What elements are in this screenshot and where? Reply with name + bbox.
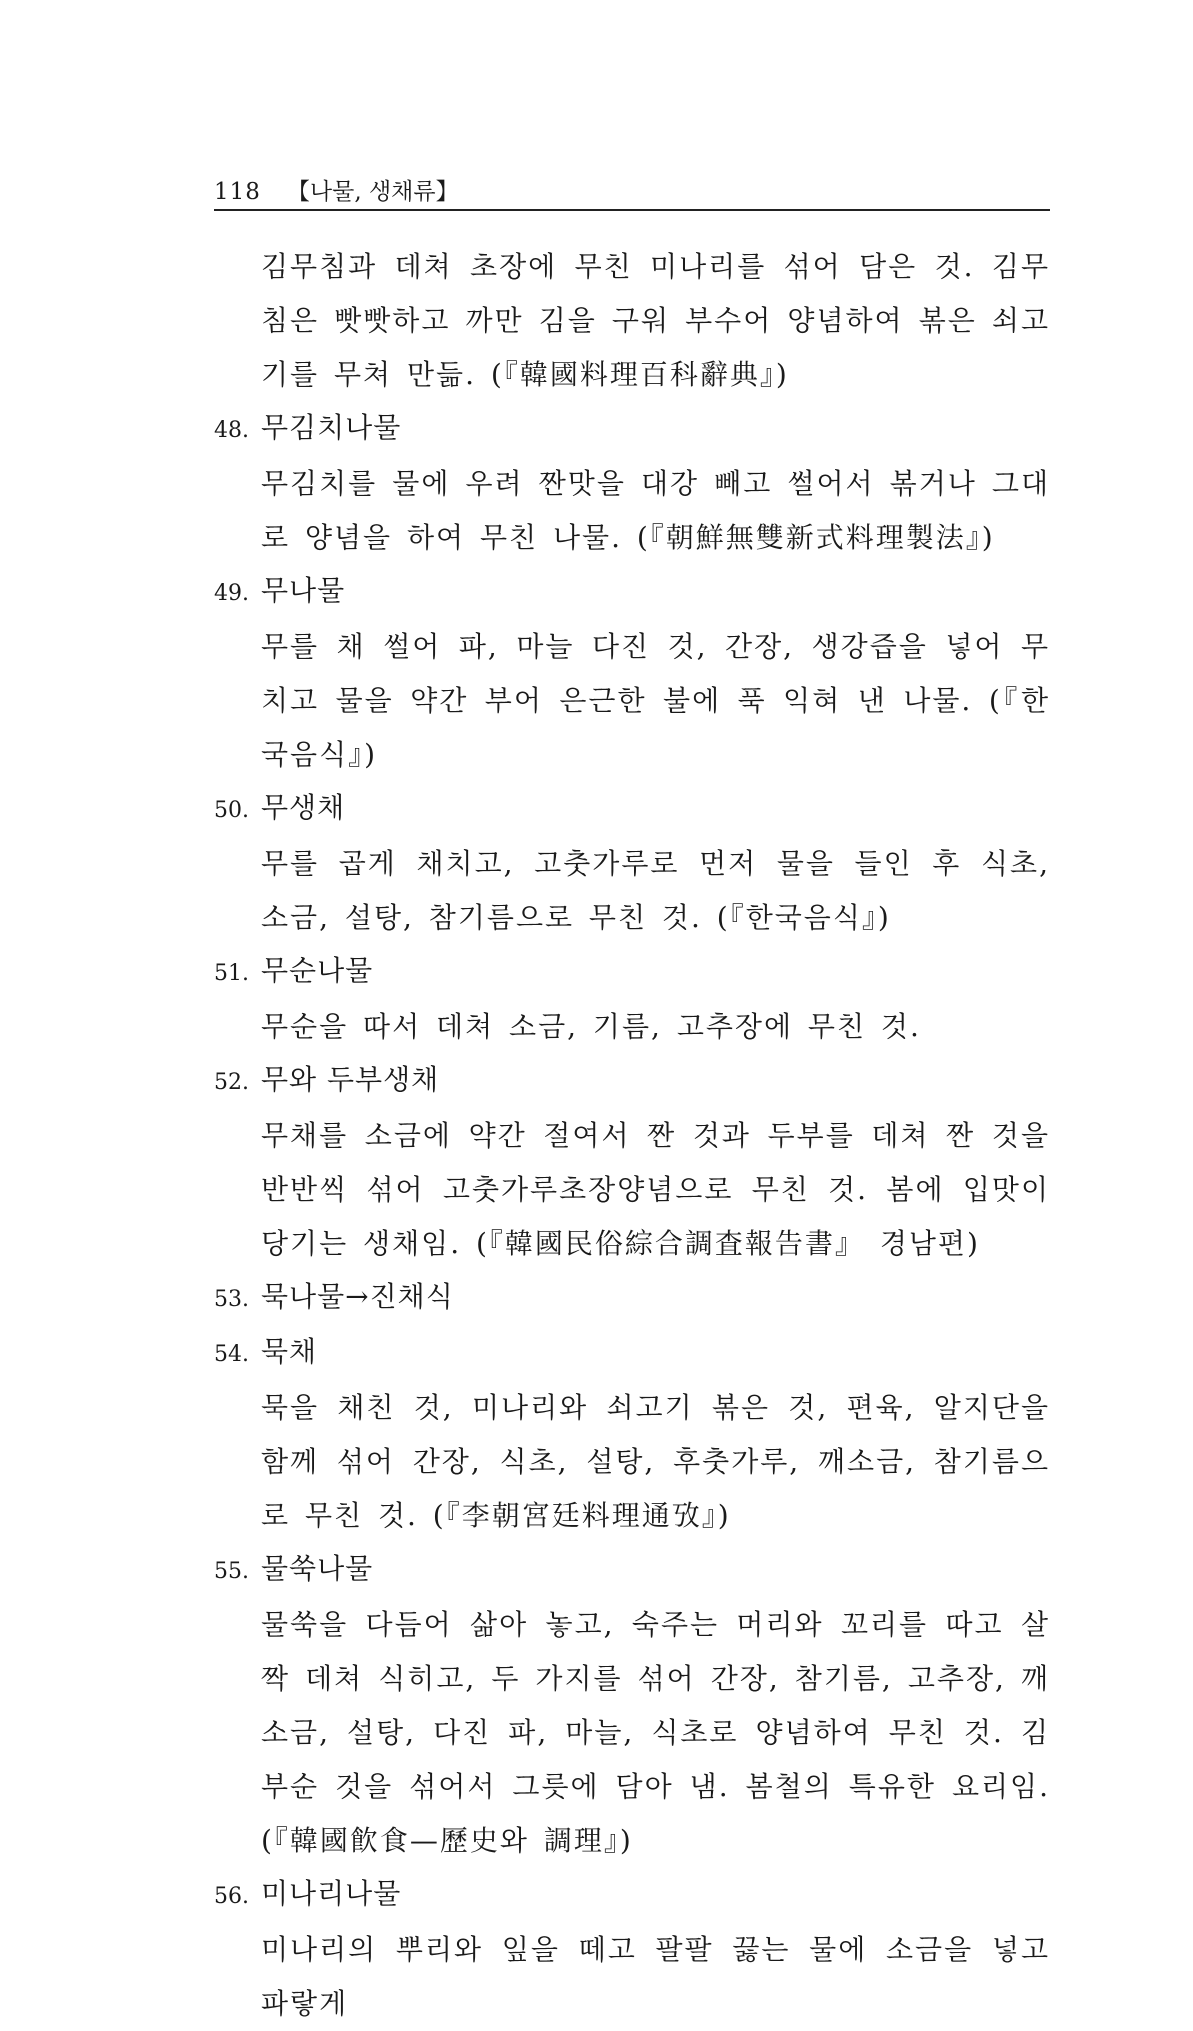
entry-number: 53.: [214, 1287, 249, 1312]
entry-description: 물쑥을 다듬어 삶아 놓고, 숙주는 머리와 꼬리를 따고 살짝 데쳐 식히고, 두 가지를 섞어 간장, 참기름, 고추장, 깨소금, 설탕, 다진 파, 마늘, 식초로 양념하여 무친 것. 김 부순 것을 섞어서 그릇에 담아 냄. 봄철의 특유한 요리임. (『韓國飮食—歷史와 調理』): [261, 1608, 1050, 1857]
entry-title: 무와 두부생채: [261, 1063, 440, 1096]
entry-title: 묵채: [261, 1335, 318, 1368]
entry-description: 무순을 따서 데쳐 소금, 기름, 고추장에 무친 것.: [261, 1010, 921, 1043]
entry-heading: [214, 1054, 1050, 1109]
entry-heading: [214, 402, 1050, 457]
entry-description: 미나리의 뿌리와 잎을 떼고 팔팔 끓는 물에 소금을 넣고 파랗게: [261, 1933, 1050, 2020]
entry-description: 무김치를 물에 우려 짠맛을 대강 빼고 썰어서 볶거나 그대로 양념을 하여 무친 나물. (『朝鮮無雙新式料理製法』): [261, 467, 1050, 554]
continued-paragraph: 김무침과 데쳐 초장에 무친 미나리를 섞어 담은 것. 김무침은 빳빳하고 까만 김을 구워 부수어 양념하여 볶은 쇠고기를 무쳐 만듦. (『韓國料理百科辭典』): [261, 250, 1050, 391]
entry-heading: [214, 1326, 1050, 1381]
entry-54: [214, 1326, 1050, 1543]
entry-48: [214, 402, 1050, 565]
entry-heading: [214, 1868, 1050, 1923]
entry-number: 50.: [214, 798, 249, 823]
entry-heading: [214, 565, 1050, 620]
entry-description: 무를 곱게 채치고, 고춧가루로 먼저 물을 들인 후 식초, 소금, 설탕, 참기름으로 무친 것. (『한국음식』): [261, 847, 1050, 934]
entry-55: [214, 1543, 1050, 1868]
entry-title: 무생채: [261, 791, 346, 824]
entry-title: 물쑥나물: [261, 1552, 374, 1585]
entry-title: 무김치나물: [261, 411, 402, 444]
entry-56: [214, 1868, 1050, 2031]
page-content: [214, 240, 1050, 2031]
entry-heading: [214, 945, 1050, 1000]
entry-number: 56.: [214, 1884, 249, 1909]
entry-description: 무를 채 썰어 파, 마늘 다진 것, 간장, 생강즙을 넣어 무치고 물을 약간 부어 은근한 불에 푹 익혀 낸 나물. (『한국음식』): [261, 630, 1050, 771]
entry-51: [214, 945, 1050, 1054]
entry-53: [214, 1271, 1050, 1326]
entry-number: 52.: [214, 1070, 249, 1095]
entry-heading: [214, 782, 1050, 837]
entry-heading: [214, 1271, 1050, 1326]
entry-number: 49.: [214, 581, 249, 606]
page-number: 118: [214, 179, 261, 205]
entry-number: 55.: [214, 1559, 249, 1584]
header-rule: [214, 209, 1050, 211]
running-header: [214, 168, 1050, 208]
entry-heading: [214, 1543, 1050, 1598]
entry-number: 54.: [214, 1342, 249, 1367]
entry-number: 48.: [214, 418, 249, 443]
entry-49: [214, 565, 1050, 782]
entry-title: 미나리나물: [261, 1877, 402, 1910]
entry-52: [214, 1054, 1050, 1271]
entry-title: 묵나물→진채식: [261, 1280, 454, 1313]
entry-description: 묵을 채친 것, 미나리와 쇠고기 볶은 것, 편육, 알지단을 함께 섞어 간장, 식초, 설탕, 후춧가루, 깨소금, 참기름으로 무친 것. (『李朝宮廷料理通攷』): [261, 1391, 1050, 1532]
entry-number: 51.: [214, 961, 249, 986]
entry-50: [214, 782, 1050, 945]
entry-title: 무순나물: [261, 954, 374, 987]
entry-title: 무나물: [261, 574, 346, 607]
entry-description: 무채를 소금에 약간 절여서 짠 것과 두부를 데쳐 짠 것을 반반씩 섞어 고춧가루초장양념으로 무친 것. 봄에 입맛이 당기는 생채임. (『韓國民俗綜合調査報告書』 경남편): [261, 1119, 1050, 1260]
section-title: 【나물, 생채류】: [286, 179, 459, 205]
